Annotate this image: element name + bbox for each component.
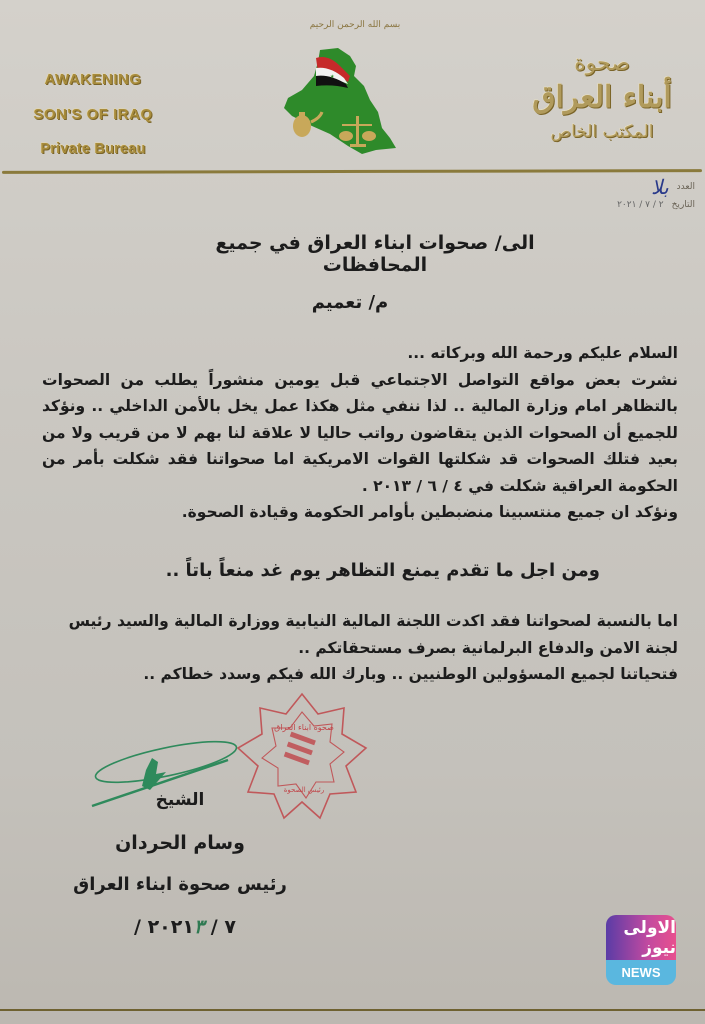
- basmala: بسم الله الرحمن الرحيم: [309, 20, 401, 30]
- reference-number-row: [617, 175, 695, 199]
- letterhead-en-line2: SON'S OF IRAQ: [33, 106, 153, 123]
- letterhead-ar-line1: صحوة: [574, 51, 630, 76]
- footer-divider: [0, 1009, 705, 1011]
- official-stamp-icon: [232, 690, 372, 830]
- recipient-line: الى/ صحوات ابناء العراق في جميع المحافظات: [215, 232, 535, 276]
- closing-block: [42, 608, 678, 688]
- reference-date-value: ٢ / ٧ / ٢٠٢١: [617, 200, 664, 210]
- emphasis-line: ومن اجل ما تقدم يمنع التظاهر يوم غد منعاً باتاً ..: [165, 560, 600, 581]
- letterhead-en-line3: Private Bureau: [40, 141, 146, 157]
- watermark-label: NEWS: [606, 960, 676, 985]
- signature-date: [110, 916, 260, 938]
- body-paragraph: ونؤكد ان جميع منتسبينا منضبطين بأوامر الحكومة وقيادة الصحوة.: [181, 503, 678, 521]
- svg-text:رئيس الصحوة: رئيس الصحوة: [283, 786, 325, 794]
- reference-number-value: بلا: [651, 175, 669, 199]
- reference-block: [617, 175, 695, 212]
- svg-text:صحوة ابناء العراق: صحوة ابناء العراق: [274, 723, 334, 732]
- english-letterhead: [18, 62, 168, 167]
- reference-number-label: العدد: [676, 182, 695, 192]
- reference-date-row: [617, 198, 695, 212]
- header-divider: [2, 169, 702, 174]
- signatory-role: رئيس صحوة ابناء العراق: [73, 874, 287, 895]
- body-paragraph: نشرت بعض مواقع التواصل الاجتماعي قبل يومين منشوراً يطلب من الصحوات بالتظاهر امام وزارة المالية .. لذا ننفي مثل هكذا عمل يخل بالأمن الداخلي .. ونؤكد للجميع أن الصحوات الذين يتقاضون رواتب حاليا لا علاقة لنا بهم لا من قريب ولا من بعيد فتلك الصحوات قد شكلتها القوات الامريكية اما صحواتنا فقد شكلت بأمر من الحكومة العراقية شكلت في ٤ / ٦ / ٢٠١٣ .: [42, 370, 678, 495]
- letterhead-ar-line2: أبناء العراق: [532, 80, 672, 115]
- reference-date-label: التاريخ: [671, 200, 695, 210]
- arabic-letterhead: [512, 50, 692, 146]
- greeting: السلام عليكم ورحمة الله وبركاته ...: [407, 344, 678, 362]
- watermark-arabic: الاولى نيوز: [606, 915, 676, 960]
- closing-paragraph: اما بالنسبة لصحواتنا فقد اكدت اللجنة المالية النيابية ووزارة المالية والسيد رئيس لجنة الامن والدفاع البرلمانية بصرف مستحقاتكم ..: [68, 612, 678, 657]
- iraq-map-emblem-icon: [278, 42, 408, 162]
- subject-line: م/ تعميم: [311, 292, 389, 313]
- svg-text:★: ★: [330, 74, 335, 80]
- news-watermark-logo: [606, 915, 676, 985]
- signature-date-rest: / ٧ / ٢٠٢١: [134, 916, 236, 938]
- signatory-title: الشيخ: [155, 790, 205, 810]
- signature-date-day: ٣: [193, 916, 205, 938]
- closing-paragraph: فتحياتنا لجميع المسؤولين الوطنيين .. وبارك الله فيكم وسدد خطاكم ..: [143, 665, 678, 683]
- letterhead-ar-line3: المكتب الخاص: [550, 122, 654, 142]
- letterhead-en-line1: AWAKENING: [44, 71, 142, 88]
- signatory-name: وسام الحردان: [115, 832, 245, 854]
- letter-body: [42, 340, 678, 526]
